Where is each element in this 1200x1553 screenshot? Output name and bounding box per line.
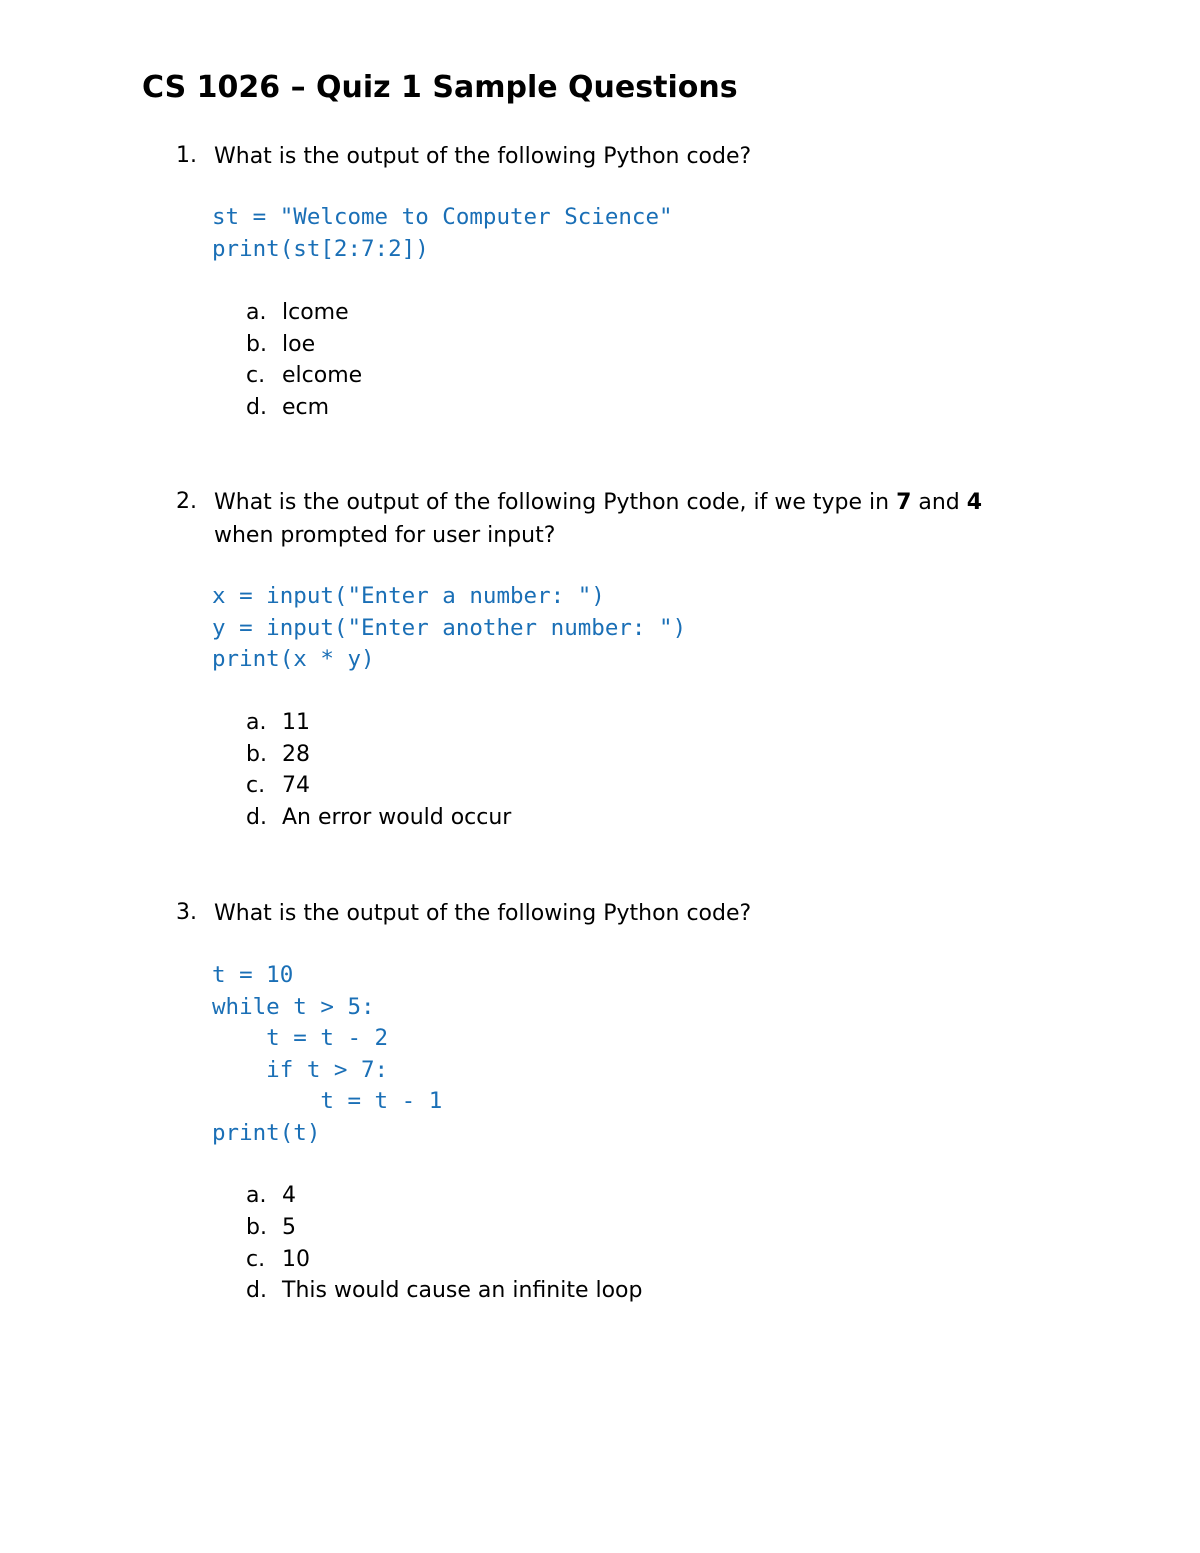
code-line: t = t - 1	[212, 1088, 443, 1114]
question-2-number: 2.	[176, 489, 197, 514]
question-1-code	[212, 202, 673, 265]
option-text: 28	[282, 741, 310, 767]
option-text: lcome	[282, 300, 349, 325]
question-2-option-a	[246, 707, 310, 739]
option-letter: d.	[246, 1278, 267, 1303]
code-line: t = 10	[212, 962, 294, 988]
question-3-option-d	[246, 1275, 642, 1307]
prompt-bold-value: 4	[966, 490, 983, 515]
option-text: 4	[282, 1183, 296, 1208]
option-letter: a.	[246, 1183, 267, 1208]
code-line: print(x * y)	[212, 646, 375, 672]
option-text: 74	[282, 773, 310, 798]
prompt-text: and	[911, 490, 967, 515]
question-1-option-c	[246, 360, 362, 392]
option-letter: c.	[246, 1246, 266, 1272]
question-1-option-d	[246, 392, 329, 424]
option-letter: c.	[246, 363, 266, 388]
question-2-option-d	[246, 802, 511, 834]
page-title: CS 1026 – Quiz 1 Sample Questions	[142, 70, 738, 105]
code-line: print(st[2:7:2])	[212, 235, 429, 262]
code-line: x = input("Enter a number: ")	[212, 583, 605, 609]
question-2-option-c	[246, 770, 310, 802]
option-text: This would cause an infinite loop	[282, 1278, 643, 1303]
option-letter: b.	[246, 1215, 267, 1240]
question-3-code	[212, 960, 442, 1149]
code-line: st = "Welcome to Computer Science"	[212, 204, 673, 230]
option-letter: d.	[246, 804, 267, 830]
option-text: loe	[282, 331, 316, 357]
question-1-prompt: What is the output of the following Python code?	[214, 144, 752, 169]
code-line: if t > 7:	[212, 1056, 389, 1083]
option-text: 5	[282, 1215, 296, 1240]
option-letter: d.	[246, 394, 267, 420]
code-line: t = t - 2	[212, 1025, 389, 1051]
question-2-option-b	[246, 739, 310, 771]
question-3-prompt: What is the output of the following Python code?	[214, 901, 752, 926]
question-3-option-c	[246, 1244, 310, 1276]
option-letter: a.	[246, 300, 267, 325]
option-letter: c.	[246, 773, 266, 798]
question-2-code	[212, 581, 686, 676]
question-1-number: 1.	[176, 143, 197, 168]
question-2-prompt-line2: when prompted for user input?	[214, 523, 556, 548]
option-text: 10	[282, 1246, 310, 1272]
option-text: 11	[282, 710, 310, 735]
prompt-bold-value: 7	[896, 490, 912, 515]
question-1-option-a	[246, 297, 349, 329]
code-line: while t > 5:	[212, 993, 375, 1020]
question-3-option-a	[246, 1180, 296, 1212]
code-line: print(t)	[212, 1119, 321, 1146]
code-line: y = input("Enter another number: ")	[212, 614, 687, 641]
option-text: elcome	[282, 363, 363, 388]
question-3-number: 3.	[176, 900, 197, 925]
prompt-text: What is the output of the following Python code, if we type in	[214, 490, 897, 515]
option-text: An error would occur	[282, 804, 512, 830]
option-letter: b.	[246, 331, 267, 357]
question-1-option-b	[246, 329, 315, 361]
option-text: ecm	[282, 394, 330, 420]
question-3-option-b	[246, 1212, 296, 1244]
option-letter: a.	[246, 710, 267, 735]
question-2-prompt	[214, 486, 982, 519]
option-letter: b.	[246, 741, 267, 767]
